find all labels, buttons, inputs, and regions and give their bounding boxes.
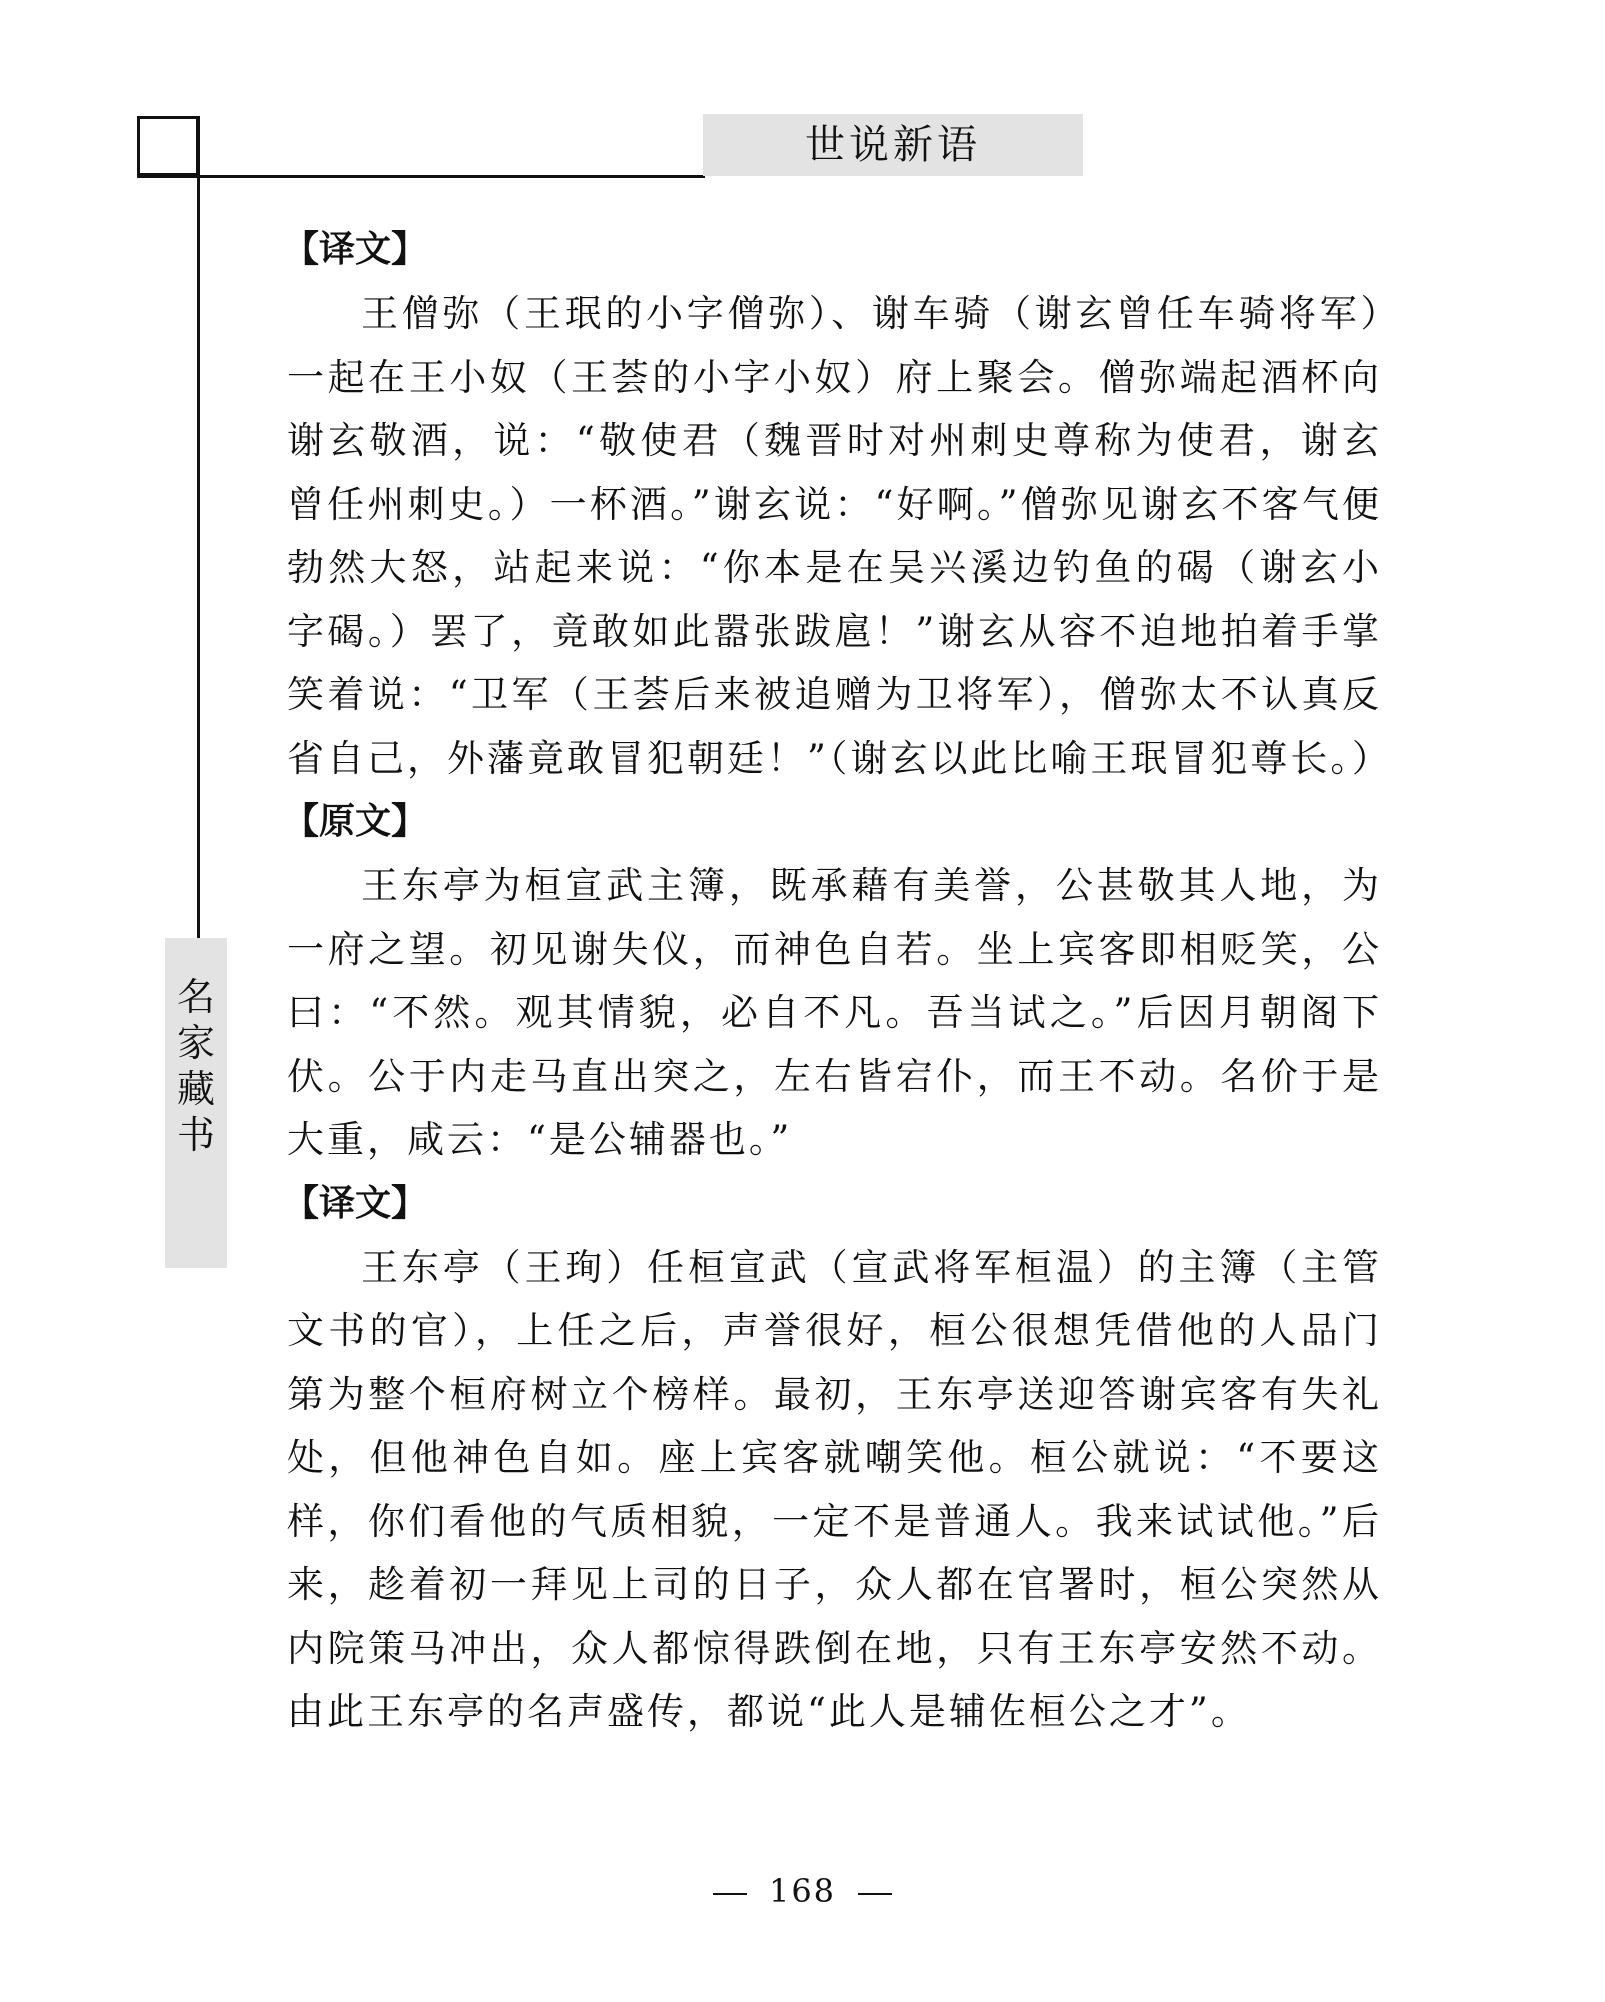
section-heading: 【译文】 [283, 229, 428, 270]
side-tab-char: 藏 [176, 1067, 215, 1111]
section-translation-2 [283, 1172, 1382, 1744]
section-translation-1 [283, 218, 1392, 790]
section-original-text [283, 790, 1382, 1172]
margin-vertical-rule [197, 116, 200, 938]
section-paragraph: 王僧弥（王珉的小字僧弥）、谢车骑（谢玄曾任车骑将军）一起在王小奴（王荟的小字小奴）府上聚会。僧弥端起酒杯向谢玄敬酒，说：“敬使君（魏晋时对州刺史尊称为使君，谢玄曾任州刺史。）一杯酒。”谢玄说：“好啊。”僧弥见谢玄不客气便勃然大怒，站起来说：“你本是在吴兴溪边钓鱼的碣（谢玄小字碣。）罢了，竟敢如此嚣张跋扈！”谢玄从容不迫地拍着手掌笑着说：“卫军（王荟后来被追赠为卫将军），僧弥太不认真反省自己，外藩竟敢冒犯朝廷！”（谢玄以此比喻王珉冒犯尊长。） [287, 292, 1392, 780]
page-body [283, 218, 1392, 1744]
section-paragraph: 王东亭（王珣）任桓宣武（宣武将军桓温）的主簿（主管文书的官），上任之后，声誉很好，桓公很想凭借他的人品门第为整个桓府树立个榜样。最初，王东亭送迎答谢宾客有失礼处，但他神色自如。座上宾客就嘲笑他。桓公就说：“不要这样，你们看他的气质相貌，一定不是普通人。我来试试他。”后来，趁着初一拜见上司的日子，众人都在官署时，桓公突然从内院策马冲出，众人都惊得跌倒在地，只有王东亭安然不动。由此王东亭的名声盛传，都说“此人是辅佐桓公之才”。 [287, 1245, 1382, 1733]
section-paragraph: 王东亭为桓宣武主簿，既承藉有美誉，公甚敬其人地，为一府之望。初见谢失仪，而神色自若。坐上宾客即相贬笑，公曰：“不然。观其情貌，必自不凡。吾当试之。”后因月朝阁下伏。公于内走马直出突之，左右皆宕仆，而王不动。名价于是大重，咸云：“是公辅器也。” [287, 864, 1382, 1161]
page-number-dash-right [858, 1893, 892, 1895]
page-number: 168 [768, 1872, 837, 1910]
section-heading: 【原文】 [283, 801, 428, 842]
section-heading: 【译文】 [283, 1182, 428, 1224]
side-tab-char: 家 [176, 1021, 215, 1065]
header-corner-box [137, 116, 199, 176]
running-title: 世说新语 [805, 122, 981, 168]
side-tab [165, 938, 227, 1268]
running-header [703, 114, 1083, 176]
page-number-dash-left [713, 1893, 747, 1895]
header-rule [137, 175, 705, 178]
side-tab-char: 书 [176, 1113, 215, 1157]
side-tab-char: 名 [176, 975, 215, 1019]
page-number-footer [0, 1872, 1605, 1910]
